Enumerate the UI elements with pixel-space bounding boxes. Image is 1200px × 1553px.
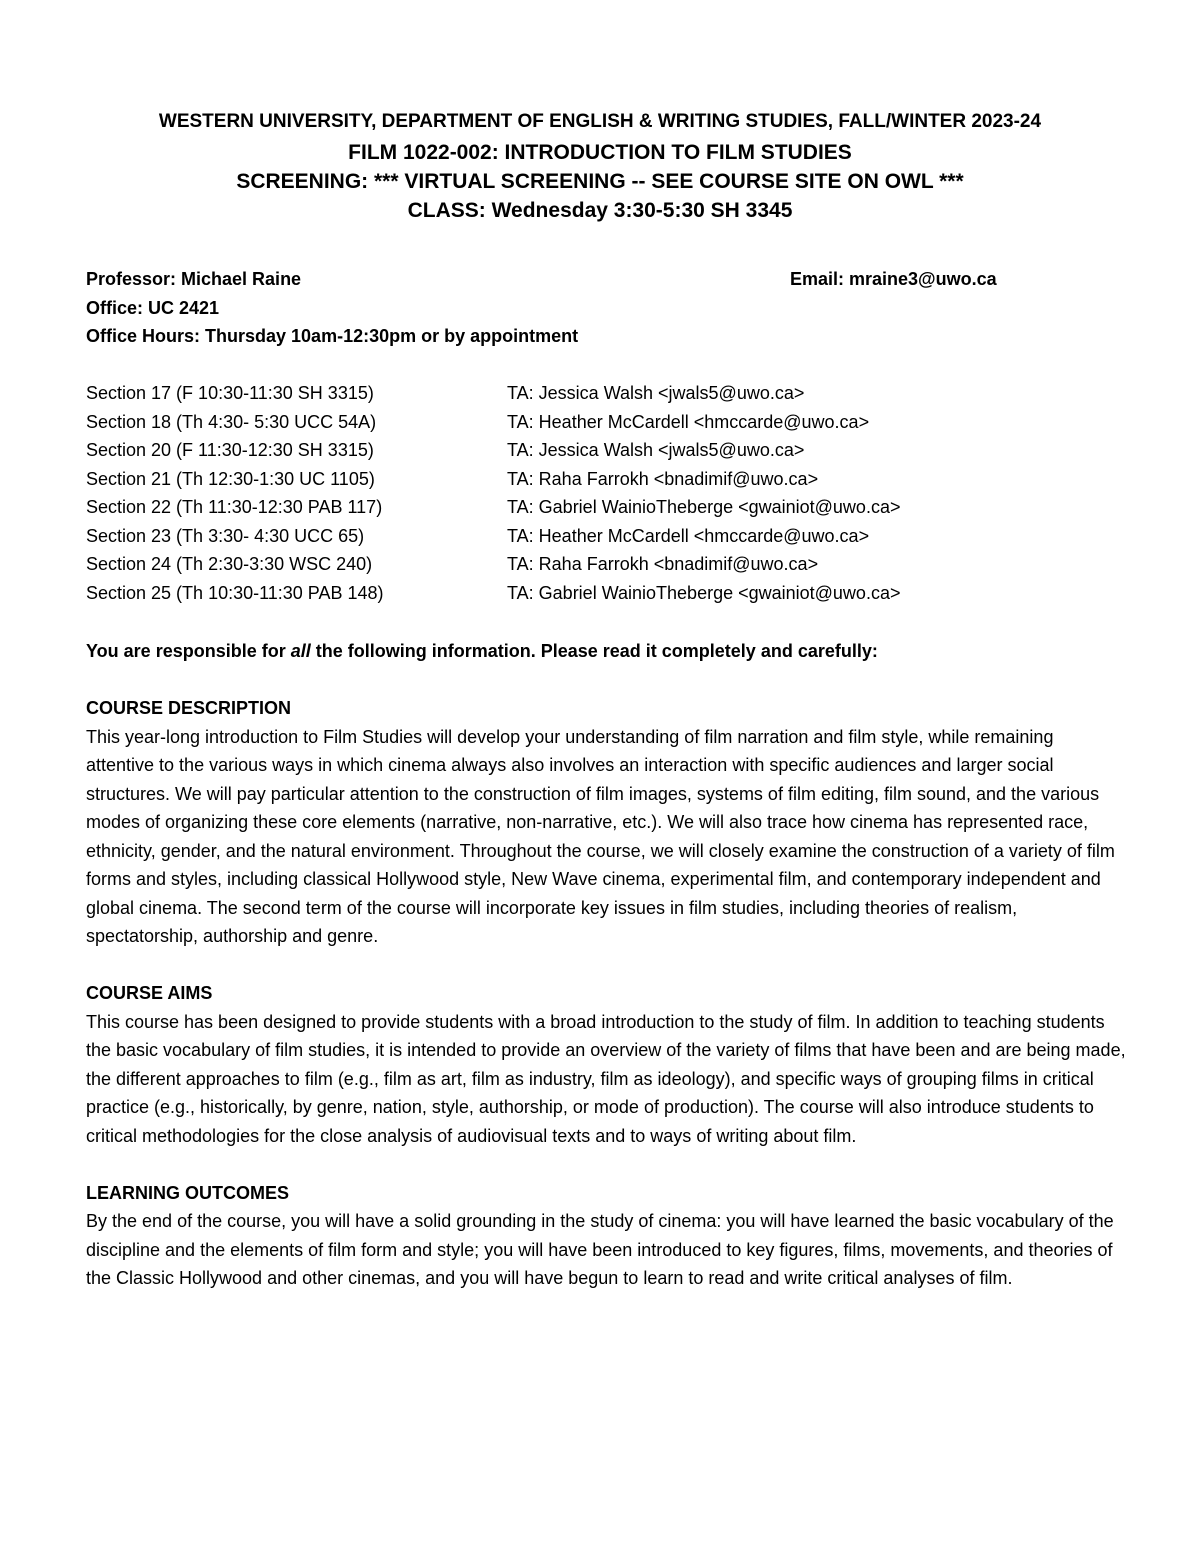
section-ta: TA: Raha Farrokh <bnadimif@uwo.ca> [507,468,819,489]
professor-name: Professor: Michael Raine [86,269,302,289]
section-row [86,522,1116,551]
office-location: Office: UC 2421 [86,297,220,318]
class-schedule-line: CLASS: Wednesday 3:30-5:30 SH 3345 [407,199,793,222]
learning-outcomes-heading: LEARNING OUTCOMES [86,1182,290,1203]
professor-row [86,265,1116,294]
course-description-heading: COURSE DESCRIPTION [86,698,292,718]
section-row [86,465,1116,494]
professor-info [86,265,1116,351]
section-row [86,579,1116,608]
section-ta: TA: Raha Farrokh <bnadimif@uwo.ca> [507,554,819,574]
section-ta: TA: Jessica Walsh <jwals5@uwo.ca> [507,383,805,403]
section-time: Section 18 (Th 4:30- 5:30 UCC 54A) [86,411,377,432]
course-aims-text: This course has been designed to provide students with a broad introduction to the study of film. In addition to teaching students the basic vocabulary of film studies, it is intended to provide an overview of the variety of films that have been and are being made, the different approaches to film (e.g., film as art, film as industry, film as ideology), and specific ways of grouping films in critical practice (e.g., historically, by genre, nation, style, authorship, or mode of production). The course will also introduce students to critical methodologies for the close analysis of audiovisual texts and to ways of writing about film. [86,1011,1126,1146]
section-time: Section 22 (Th 11:30-12:30 PAB 117) [86,497,383,517]
section-time: Section 20 (F 11:30-12:30 SH 3315) [86,440,374,460]
responsibility-notice: You are responsible for all the following information. Please read it completely and carefully: [86,641,878,661]
university-department-line: WESTERN UNIVERSITY, DEPARTMENT OF ENGLISH & WRITING STUDIES, FALL/WINTER 2023-24 [158,111,1042,132]
course-title: FILM 1022-002: INTRODUCTION TO FILM STUDIES [348,141,852,164]
section-ta: TA: Jessica Walsh <jwals5@uwo.ca> [507,440,805,460]
emphasis-all: all [290,641,311,661]
section-row [86,436,1116,465]
section-time: Section 24 (Th 2:30-3:30 WSC 240) [86,554,373,574]
section-time: Section 17 (F 10:30-11:30 SH 3315) [86,383,374,403]
office-hours: Office Hours: Thursday 10am-12:30pm or by appointment [86,326,579,346]
document-header [60,106,1140,225]
section-time: Section 25 (Th 10:30-11:30 PAB 148) [86,582,384,603]
section-row [86,550,1116,579]
screening-line: SCREENING: *** VIRTUAL SCREENING -- SEE COURSE SITE ON OWL *** [236,170,964,193]
section-time: Section 21 (Th 12:30-1:30 UC 1105) [86,468,375,489]
section-list [86,379,1116,607]
section-row [86,379,1116,408]
learning-outcomes-text: By the end of the course, you will have a solid grounding in the study of cinema: you will have learned the basic vocabulary of the discipline and the elements of film form and style; you will have been introduced to key figures, films, movements, and theories of the Classic Hollywood and other cinemas, and you will have begun to learn to read and write critical analyses of film. [86,1211,1114,1288]
section-ta: TA: Gabriel WainioTheberge <gwainiot@uwo.ca> [507,582,901,603]
course-aims-heading: COURSE AIMS [86,983,213,1003]
section-ta: TA: Heather McCardell <hmccarde@uwo.ca> [507,525,870,546]
section-row [86,493,1116,522]
syllabus-body [86,637,1126,1321]
section-ta: TA: Heather McCardell <hmccarde@uwo.ca> [507,411,870,432]
section-time: Section 23 (Th 3:30- 4:30 UCC 65) [86,525,365,546]
professor-email: Email: mraine3@uwo.ca [790,269,997,289]
section-row [86,408,1116,437]
course-description-text: This year-long introduction to Film Studies will develop your understanding of film narration and film style, while remaining attentive to the various ways in which cinema always also involves an interaction with specific audiences and larger social structures. We will pay particular attention to the construction of film images, systems of film editing, film sound, and the various modes of organizing these core elements (narrative, non-narrative, etc.). We will also trace how cinema has represented race, ethnicity, gender, and the natural environment. Throughout the course, we will closely examine the construction of a variety of film forms and styles, including classical Hollywood style, New Wave cinema, experimental film, and contemporary independent and global cinema. The second term of the course will incorporate key issues in film studies, including theories of realism, spectatorship, authorship and genre. [86,726,1115,946]
section-ta: TA: Gabriel WainioTheberge <gwainiot@uwo.ca> [507,497,901,517]
